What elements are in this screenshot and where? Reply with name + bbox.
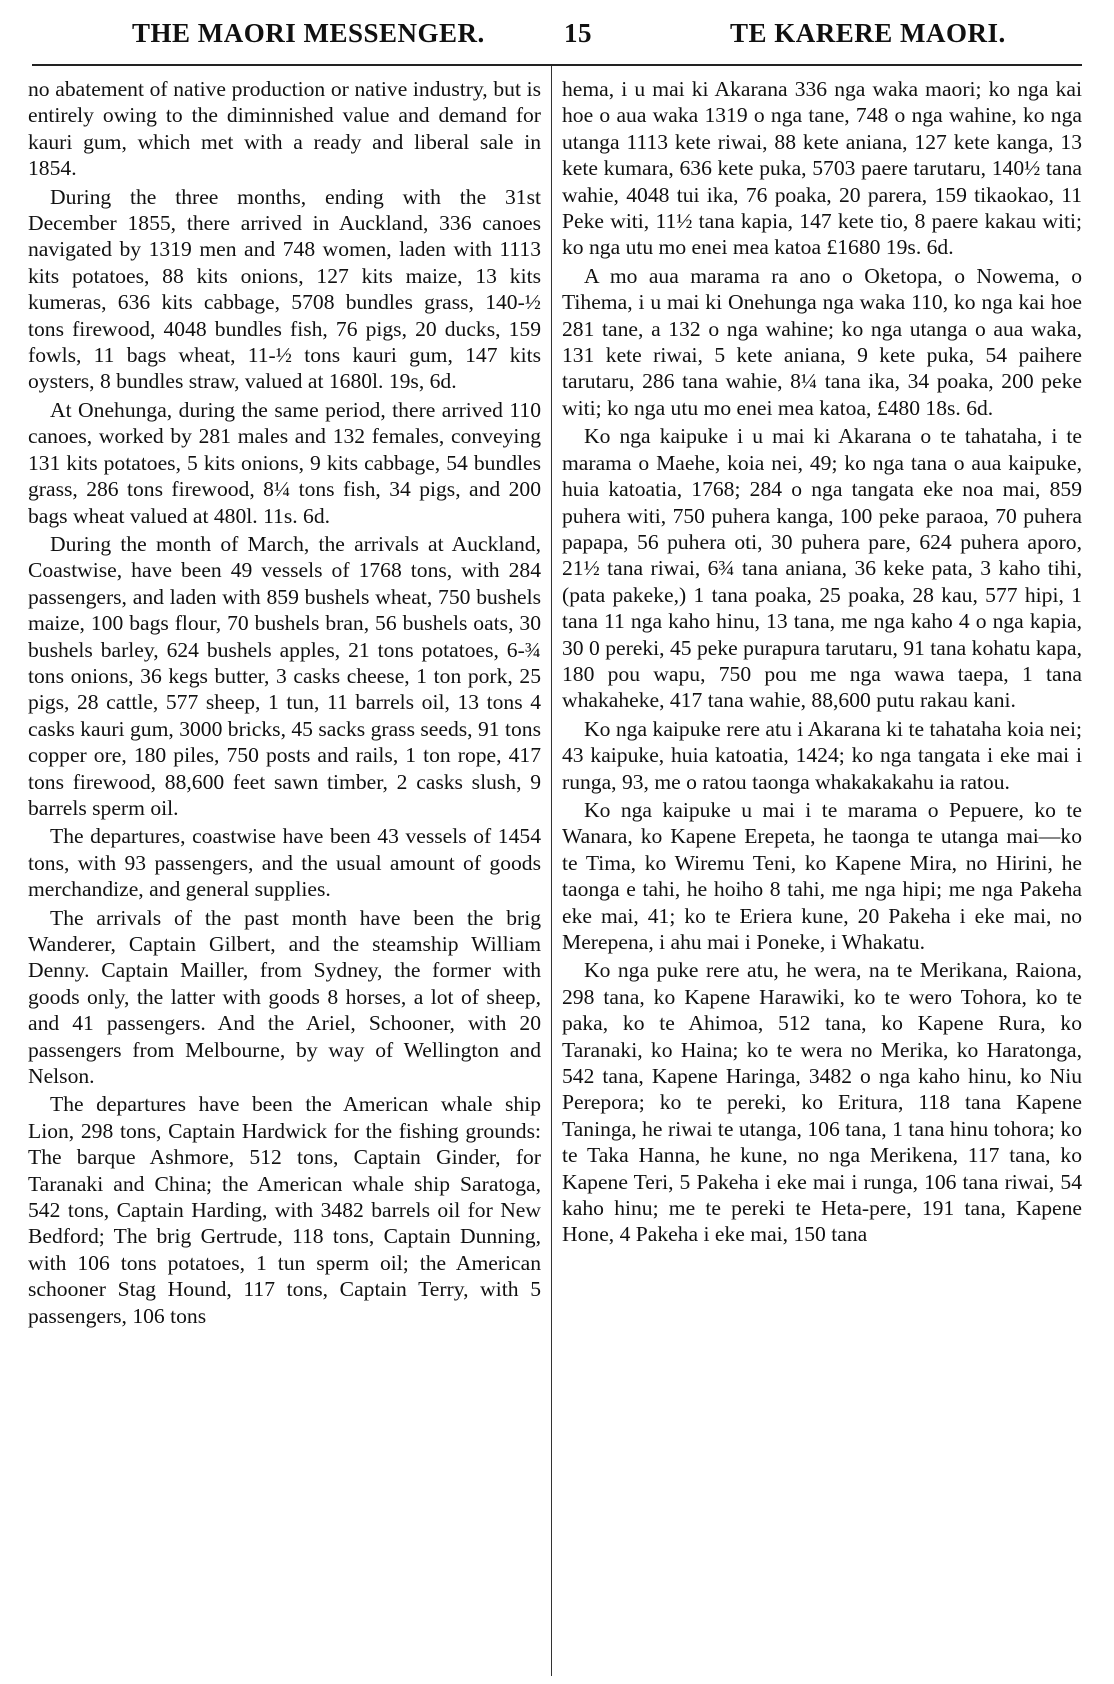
column-divider	[551, 66, 552, 1676]
english-paragraph: The departures have been the American whale ship Lion, 298 tons, Captain Hardwick for the fishing grounds: The barque Ashmore, 512 tons, Captain Ginder, for Taranaki and China; the American whale ship Saratoga, 542 tons, Captain Harding, with 3482 barrels oil for New Bedford; The brig Gertrude, 118 tons, Captain Dunning, with 106 tons potatoes, 1 tun sperm oil; the American schooner Stag Hound, 117 tons, Captain Terry, with 5 passengers, 106 tons	[28, 1092, 541, 1328]
page-header	[32, 18, 1082, 58]
maori-paragraph: Ko nga kaipuke i u mai ki Akarana o te tahataha, i te marama o Maehe, koia nei, 49; ko nga tana o aua kaipuke, huia katoatia, 1768; 284 o nga tangata eke noa mai, 859 puhera witi, 750 puhera kanga, 100 peke paraoa, 70 puhera papapa, 56 puhera oti, 30 puhera pare, 624 puhera aporo, 21½ tana riwai, 6¾ tana aniana, 36 keke pata, 3 kaho tihi, (pata pakeke,) 1 tana poaka, 25 poaka, 28 kau, 577 hipi, 1 tana 11 nga kaho hinu, 13 tana, me nga kaho 4 o nga kapia, 30 0 pereki, 45 peke purapura tarutaru, 91 tana kohatu kapa, 180 pou wapu, 750 pou me nga wawa taepa, 1 tana whakaheke, 417 tana wahie, 88,600 putu rakau kani.	[562, 424, 1082, 713]
english-column	[28, 76, 541, 1331]
maori-paragraph: A mo aua marama ra ano o Oketopa, o Nowema, o Tihema, i u mai ki Onehunga nga waka 110, ko nga kai hoe 281 tane, a 132 o nga wahine; ko nga utanga o aua waka, 131 kete riwai, 5 kete aniana, 9 kete puka, 54 paihere tarutaru, 286 tana wahie, 8¼ tana ika, 34 poaka, 200 peke witi; ko nga utu mo enei mea katoa, £480 18s. 6d.	[562, 263, 1082, 420]
header-rule	[32, 64, 1082, 66]
english-paragraph: no abatement of native production or native industry, but is entirely owing to the diminnished value and demand for kauri gum, which met with a ready and liberal sale in 1854.	[28, 77, 541, 181]
maori-paragraph: Ko nga puke rere atu, he wera, na te Merikana, Raiona, 298 tana, ko Kapene Harawiki, ko te wero Tohora, ko te paka, ko te Ahimoa, 512 tana, ko Kapene Rura, ko Taranaki, ko Haina; ko te wera no Merika, ko Haratonga, 542 tana, Kapene Haringa, 3482 o nga kaho hinu, ko Niu Perepora; ko te pereki, ko Eritura, 118 tana Kapene Taninga, he riwai te utanga, 106 tana, 1 tana hinu tohora; ko te Taka Hanna, he kune, no nga Merikena, 117 tana, ko Kapene Teri, 5 Pakeha i eke mai i runga, 106 tana riwai, 54 kaho hinu; me te pereki te Heta-pere, 191 tana, Kapene Hone, 4 Pakeha i eke mai, 150 tana	[562, 958, 1082, 1247]
maori-paragraph: Ko nga kaipuke u mai i te marama o Pepuere, ko te Wanara, ko Kapene Erepeta, he taonga te utanga mai—ko te Tima, ko Wiremu Teni, ko Kapene Mira, no Hirini, he taonga e tahi, he hoiho 8 tahi, me nga hipi; me nga Pakeha eke mai, 41; ko te Eriera kune, 20 Pakeha i eke mai, no Merepena, i ahu mai i Poneke, i Whakatu.	[562, 797, 1082, 954]
header-title-english: THE MAORI MESSENGER.	[132, 18, 485, 48]
maori-paragraph: hema, i u mai ki Akarana 336 nga waka maori; ko nga kai hoe o aua waka 1319 o nga tane, 748 o nga wahine, ko nga utanga 1113 kete riwai, 88 kete aniana, 127 kete kanga, 13 kete kumara, 636 kete puka, 5703 paere tarutaru, 140½ tana wahie, 4048 tui ika, 76 poaka, 20 parera, 159 tikaokao, 11 Peke witi, 11½ tana kapia, 147 kete tio, 8 paere kakau witi; ko nga utu mo enei mea katoa £1680 19s. 6d.	[562, 77, 1082, 260]
header-title-maori: TE KARERE MAORI.	[730, 18, 1006, 48]
english-paragraph: During the month of March, the arrivals at Auckland, Coastwise, have been 49 vessels of 1768 tons, with 284 passengers, and laden with 859 bushels wheat, 750 bushels maize, 100 bags flour, 70 bushels bran, 56 bushels oats, 30 bushels barley, 624 bushels apples, 21 tons potatoes, 6-¾ tons onions, 36 kegs butter, 3 casks cheese, 1 ton pork, 25 pigs, 28 cattle, 577 sheep, 1 tun, 11 barrels oil, 13 tons 4 casks kauri gum, 3000 bricks, 45 sacks grass seeds, 91 tons copper ore, 180 piles, 750 posts and rails, 1 ton rope, 417 tons firewood, 88,600 feet sawn timber, 2 casks slush, 9 barrels sperm oil.	[28, 531, 541, 820]
english-paragraph: The arrivals of the past month have been the brig Wanderer, Captain Gilbert, and the steamship William Denny. Captain Mailler, from Sydney, the former with goods only, the latter with goods 8 horses, a lot of sheep, and 41 passengers. And the Ariel, Schooner, with 20 passengers from Melbourne, by way of Wellington and Nelson.	[28, 905, 541, 1089]
page-number: 15	[564, 18, 592, 48]
maori-paragraph: Ko nga kaipuke rere atu i Akarana ki te tahataha koia nei; 43 kaipuke, huia katoatia, 1424; ko nga tangata i eke mai i runga, 93, me o ratou taonga whakakakahu ia ratou.	[562, 716, 1082, 794]
maori-column	[562, 76, 1082, 1250]
english-paragraph: The departures, coastwise have been 43 vessels of 1454 tons, with 93 passengers, and the usual amount of goods merchandize, and general supplies.	[28, 824, 541, 902]
english-paragraph: At Onehunga, during the same period, there arrived 110 canoes, worked by 281 males and 132 females, conveying 131 kits potatoes, 5 kits onions, 9 kits cabbage, 54 bundles grass, 286 tons firewood, 8¼ tons fish, 34 pigs, and 200 bags wheat valued at 480l. 11s. 6d.	[28, 397, 541, 528]
english-paragraph: During the three months, ending with the 31st December 1855, there arrived in Auckland, 336 canoes navigated by 1319 men and 748 women, laden with 1113 kits potatoes, 88 kits onions, 127 kits maize, 13 kits kumeras, 636 kits cabbage, 5708 bundles grass, 140-½ tons firewood, 4048 bundles fish, 76 pigs, 20 ducks, 159 fowls, 11 bags wheat, 11-½ tons kauri gum, 147 kits oysters, 8 bundles straw, valued at 1680l. 19s, 6d.	[28, 184, 541, 394]
